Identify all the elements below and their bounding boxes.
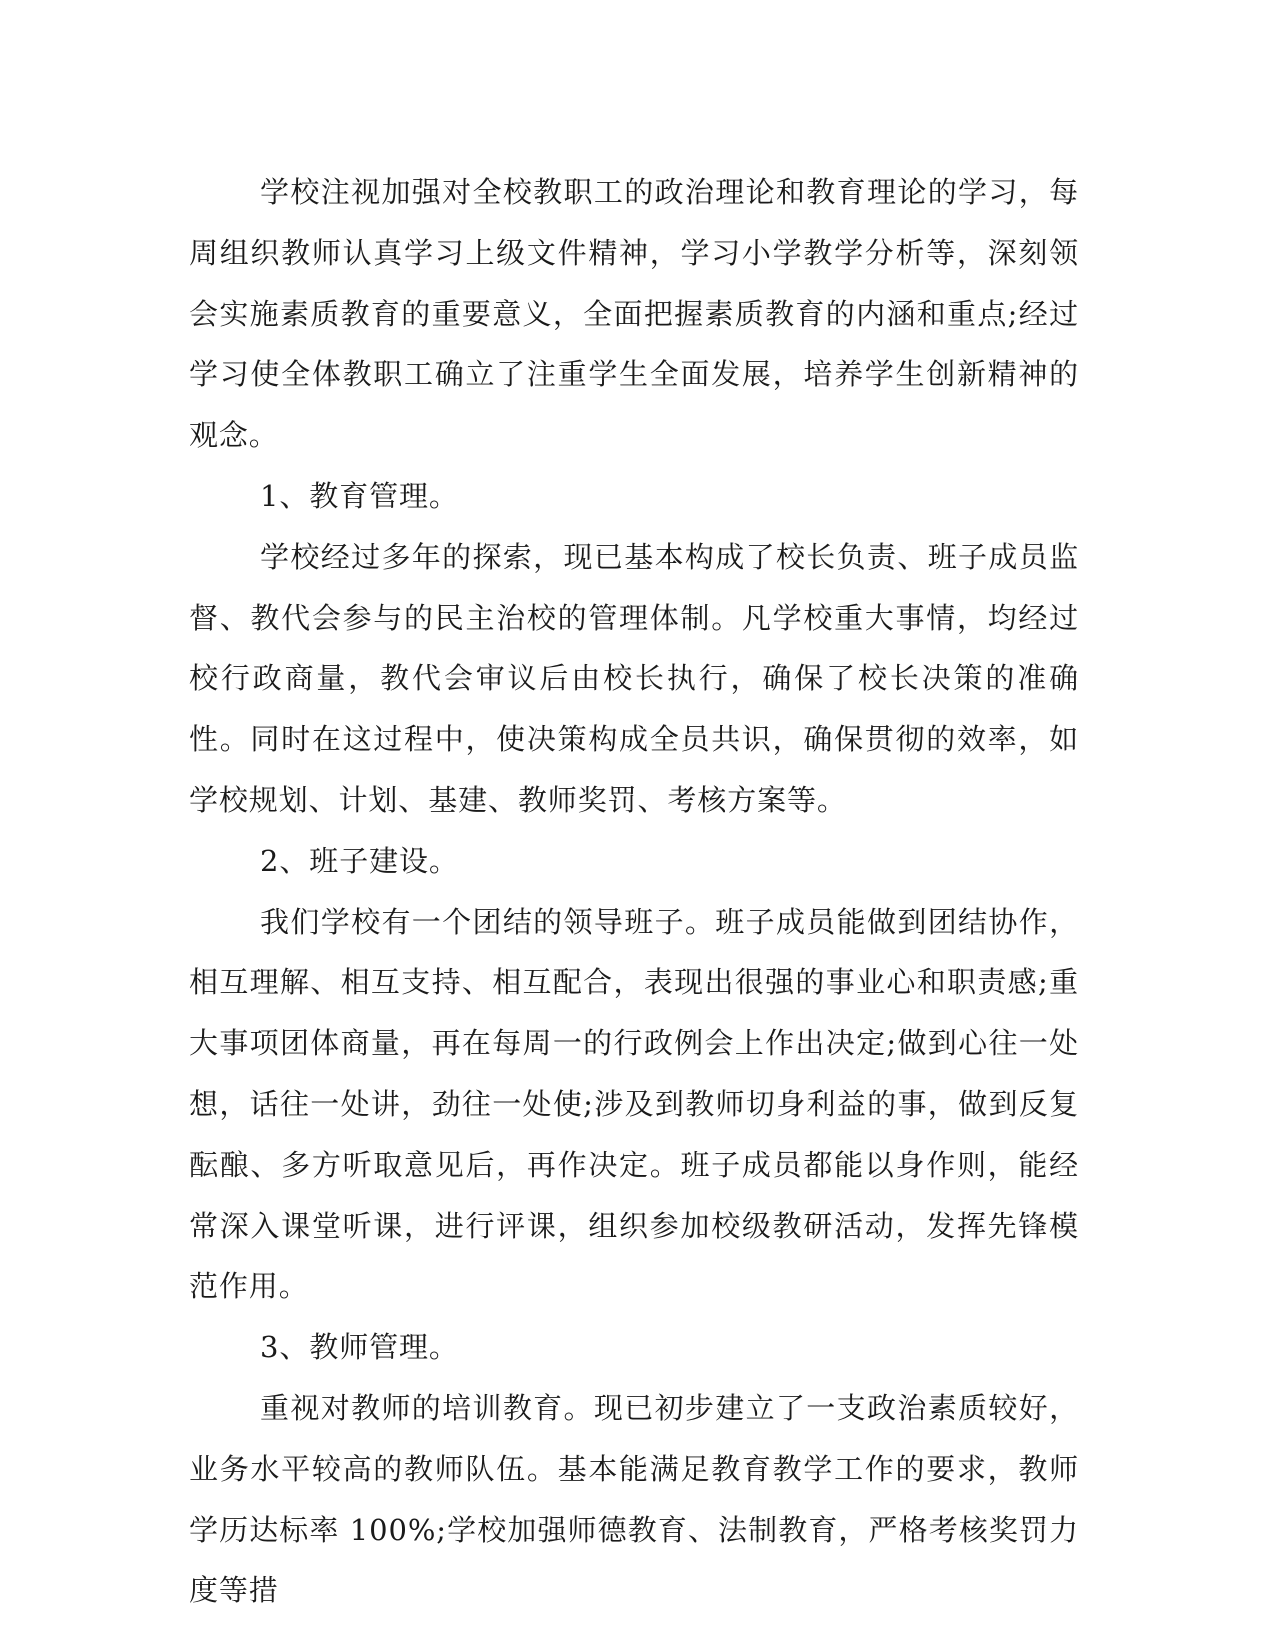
document-body bbox=[189, 162, 1079, 1621]
paragraph-study: 学校注视加强对全校教职工的政治理论和教育理论的学习，每周组织教师认真学习上级文件精神，学习小学教学分析等，深刻领会实施素质教育的重要意义，全面把握素质教育的内涵和重点;经过学习使全体教职工确立了注重学生全面发展，培养学生创新精神的观念。 bbox=[189, 175, 1079, 453]
paragraph-teacher-training: 重视对教师的培训教育。现已初步建立了一支政治素质较好，业务水平较高的教师队伍。基本能满足教育教学工作的要求，教师学历达标率 100%;学校加强师德教育、法制教育，严格考核奖罚力度等措 bbox=[189, 1390, 1079, 1608]
heading-education-management: 1、教育管理。 bbox=[260, 478, 459, 513]
paragraph-management-system: 学校经过多年的探索，现已基本构成了校长负责、班子成员监督、教代会参与的民主治校的管理体制。凡学校重大事情，均经过校行政商量，教代会审议后由校长执行，确保了校长决策的准确性。同时在这过程中，使决策构成全员共识，确保贯彻的效率，如学校规划、计划、基建、教师奖罚、考核方案等。 bbox=[189, 539, 1079, 817]
paragraph-leadership-team: 我们学校有一个团结的领导班子。班子成员能做到团结协作，相互理解、相互支持、相互配合，表现出很强的事业心和职责感;重大事项团体商量，再在每周一的行政例会上作出决定;做到心往一处想，话往一处讲，劲往一处使;涉及到教师切身利益的事，做到反复酝酿、多方听取意见后，再作决定。班子成员都能以身作则，能经常深入课堂听课，进行评课，组织参加校级教研活动，发挥先锋模范作用。 bbox=[189, 904, 1079, 1304]
heading-team-building: 2、班子建设。 bbox=[260, 843, 459, 878]
heading-teacher-management: 3、教师管理。 bbox=[260, 1330, 459, 1365]
